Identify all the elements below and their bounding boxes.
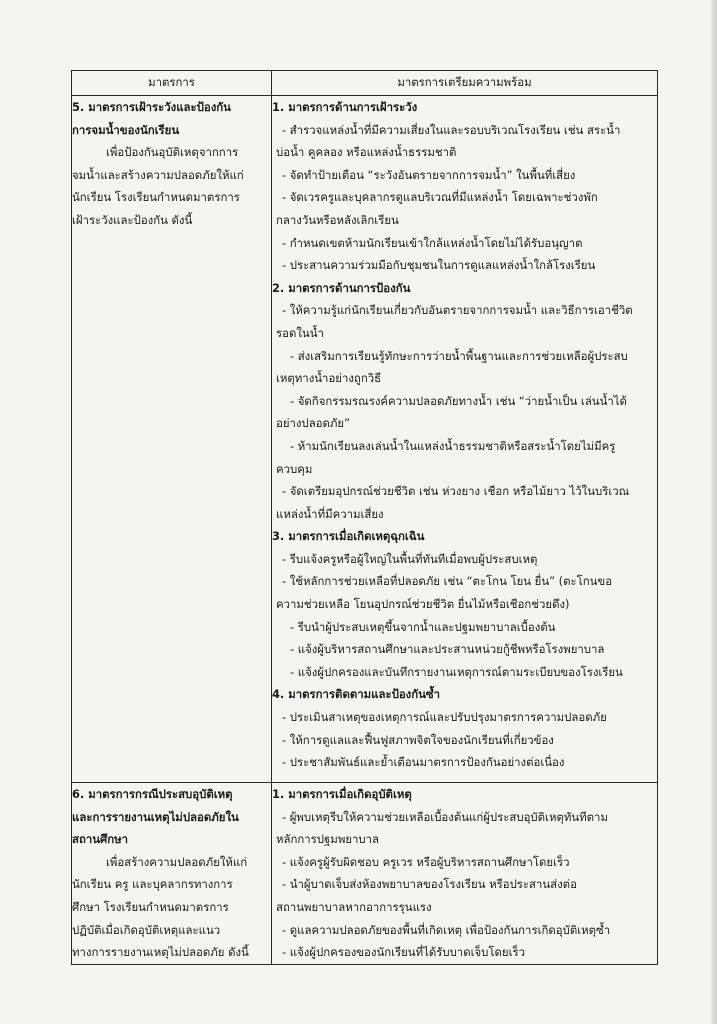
measure-description-line: ศึกษา โรงเรียนกำหนดมาตรการ xyxy=(72,899,229,914)
measure-description-line: เพื่อป้องกันอุบัติเหตุจากการ xyxy=(106,145,239,160)
header-measures: มาตรการ xyxy=(72,71,272,96)
measure-title-cell xyxy=(72,783,272,965)
measure-description xyxy=(72,96,271,232)
bullet-item: - ดูแลความปลอดภัยของพื้นที่เกิดเหตุ เพื่อป้องกันการเกิดอุบัติเหตุซ้ำ xyxy=(282,922,611,937)
measure-detail-list xyxy=(272,783,657,964)
bullet-item: - จัดกิจกรรมรณรงค์ความปลอดภัยทางน้ำ เช่น “ว่ายน้ำเป็น เล่นน้ำได้ xyxy=(290,393,627,408)
bullet-item: - ให้การดูแลและฟื้นฟูสภาพจิตใจของนักเรียนที่เกี่ยวข้อง xyxy=(282,732,554,747)
measure-description-line: เพื่อสร้างความปลอดภัยให้แก่ xyxy=(106,854,248,869)
bullet-continuation: กลางวันหรือหลังเลิกเรียน xyxy=(276,212,399,227)
bullet-item: - ประเมินสาเหตุของเหตุการณ์และปรับปรุงมาตรการความปลอดภัย xyxy=(282,710,607,725)
header-preparedness: มาตรการเตรียมความพร้อม xyxy=(272,71,658,96)
bullet-continuation: เหตุทางน้ำอย่างถูกวิธี xyxy=(276,371,382,386)
measure-detail-cell xyxy=(272,96,658,783)
bullet-continuation: อย่างปลอดภัย” xyxy=(276,416,351,431)
table-header-row xyxy=(72,71,658,96)
measure-title-line: 5. มาตรการเฝ้าระวังและป้องกัน xyxy=(72,100,231,114)
measure-detail-list xyxy=(272,96,657,774)
subsection-heading: 4. มาตรการติดตามและป้องกันซ้ำ xyxy=(272,687,441,702)
measure-description-line: ทางการรายงานเหตุไม่ปลอดภัย ดังนี้ xyxy=(72,945,249,960)
bullet-item: - แจ้งผู้ปกครองของนักเรียนที่ได้รับบาดเจ็บโดยเร็ว xyxy=(282,945,525,960)
bullet-continuation: ความช่วยเหลือ โยนอุปกรณ์ช่วยชีวิต ยื่นไม้หรือเชือกช่วยดึง) xyxy=(276,597,570,612)
measure-description-line: จมน้ำและสร้างความปลอดภัยให้แก่ xyxy=(72,167,244,182)
bullet-item: - รีบนำผู้ประสบเหตุขึ้นจากน้ำและปฐมพยาบาลเบื้องต้น xyxy=(290,619,556,634)
bullet-item: - ประชาสัมพันธ์และย้ำเตือนมาตรการป้องกันอย่างต่อเนื่อง xyxy=(282,755,565,770)
bullet-item: - นำผู้บาดเจ็บส่งห้องพยาบาลของโรงเรียน หรือประสานส่งต่อ xyxy=(282,877,577,892)
bullet-item: - แจ้งครูผู้รับผิดชอบ ครูเวร หรือผู้บริหารสถานศึกษาโดยเร็ว xyxy=(282,854,570,869)
bullet-continuation: ควบคุม xyxy=(276,461,313,476)
measure-title-line: 6. มาตรการกรณีประสบอุบัติเหตุ xyxy=(72,787,233,801)
bullet-continuation: บ่อน้ำ คูคลอง หรือแหล่งน้ำธรรมชาติ xyxy=(276,145,457,160)
table-row xyxy=(72,96,658,783)
table-row xyxy=(72,783,658,965)
subsection-heading: 3. มาตรการเมื่อเกิดเหตุฉุกเฉิน xyxy=(272,529,425,544)
bullet-item: - ส่งเสริมการเรียนรู้ทักษะการว่ายน้ำพื้นฐานและการช่วยเหลือผู้ประสบ xyxy=(290,348,628,363)
bullet-item: - ใช้หลักการช่วยเหลือที่ปลอดภัย เช่น “ตะโกน โยน ยื่น” (ตะโกนขอ xyxy=(282,574,613,589)
bullet-item: - แจ้งผู้บริหารสถานศึกษาและประสานหน่วยกู้ชีพหรือโรงพยาบาล xyxy=(290,642,605,657)
bullet-item: - จัดเตรียมอุปกรณ์ช่วยชีวิต เช่น ห่วงยาง เชือก หรือไม้ยาว ไว้ในบริเวณ xyxy=(282,484,630,499)
measure-title-line: สถานศึกษา xyxy=(72,832,129,847)
bullet-continuation: หลักการปฐมพยาบาล xyxy=(276,832,380,847)
measure-detail-cell xyxy=(272,783,658,965)
bullet-item: - จัดเวรครูและบุคลากรดูแลบริเวณที่มีแหล่งน้ำ โดยเฉพาะช่วงพัก xyxy=(282,190,598,205)
bullet-item: - จัดทำป้ายเตือน “ระวังอันตรายจากการจมน้ำ” ในพื้นที่เสี่ยง xyxy=(282,167,576,182)
bullet-item: - ผู้พบเหตุรีบให้ความช่วยเหลือเบื้องต้นแก่ผู้ประสบอุบัติเหตุทันทีตาม xyxy=(282,809,608,824)
measure-description xyxy=(72,783,271,964)
bullet-continuation: รอดในน้ำ xyxy=(276,325,324,340)
measures-table xyxy=(71,70,658,965)
bullet-item: - ห้ามนักเรียนลงเล่นน้ำในแหล่งน้ำธรรมชาติหรือสระน้ำโดยไม่มีครู xyxy=(290,438,616,453)
bullet-continuation: สถานพยาบาลหากอาการรุนแรง xyxy=(276,899,432,914)
measure-title-line: การจมน้ำของนักเรียน xyxy=(72,122,180,137)
bullet-item: - แจ้งผู้ปกครองและบันทึกรายงานเหตุการณ์ตามระเบียบของโรงเรียน xyxy=(290,664,623,679)
bullet-item: - ประสานความร่วมมือกับชุมชนในการดูแลแหล่งน้ำใกล้โรงเรียน xyxy=(282,258,596,273)
subsection-heading: 2. มาตรการด้านการป้องกัน xyxy=(272,280,411,295)
page-edge xyxy=(711,0,717,1024)
bullet-item: - สำรวจแหล่งน้ำที่มีความเสี่ยงในและรอบบริเวณโรงเรียน เช่น สระน้ำ xyxy=(282,122,621,137)
measure-title-cell xyxy=(72,96,272,783)
bullet-item: - กำหนดเขตห้ามนักเรียนเข้าใกล้แหล่งน้ำโดยไม่ได้รับอนุญาต xyxy=(282,235,583,250)
measure-description-line: เฝ้าระวังและป้องกัน ดังนี้ xyxy=(72,212,193,227)
bullet-continuation: แหล่งน้ำที่มีความเสี่ยง xyxy=(276,506,384,521)
subsection-heading: 1. มาตรการด้านการเฝ้าระวัง xyxy=(272,100,418,114)
measure-description-line: นักเรียน โรงเรียนกำหนดมาตรการ xyxy=(72,190,240,205)
measure-title-line: และการรายงานเหตุไม่ปลอดภัยใน xyxy=(72,809,239,824)
measure-description-line: นักเรียน ครู และบุคลากรทางการ xyxy=(72,877,233,892)
subsection-heading: 1. มาตรการเมื่อเกิดอุบัติเหตุ xyxy=(272,787,412,801)
bullet-item: - ให้ความรู้แก่นักเรียนเกี่ยวกับอันตรายจากการจมน้ำ และวิธีการเอาชีวิต xyxy=(282,303,633,318)
measure-description-line: ปฏิบัติเมื่อเกิดอุบัติเหตุและแนว xyxy=(72,922,221,937)
bullet-item: - รีบแจ้งครูหรือผู้ใหญ่ในพื้นที่ทันทีเมื่อพบผู้ประสบเหตุ xyxy=(282,551,538,566)
